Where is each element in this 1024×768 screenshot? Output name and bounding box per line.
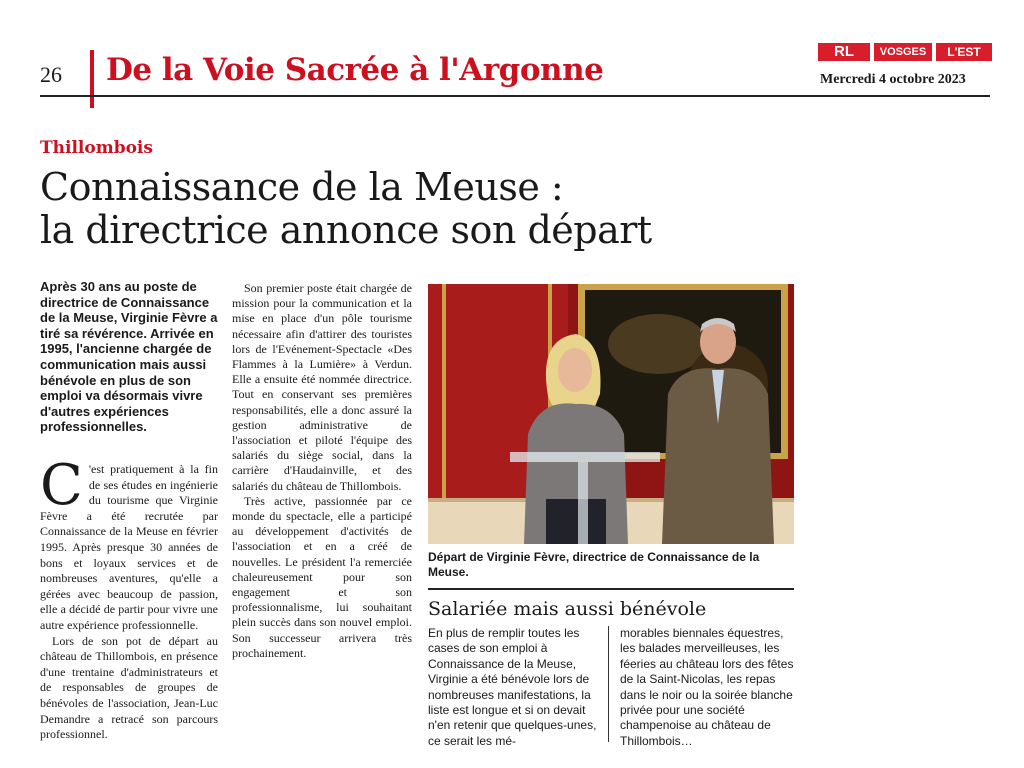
vosges-matin-logo: VOSGES (874, 43, 932, 61)
sidebar-rule (428, 588, 794, 590)
section-title: De la Voie Sacrée à l'Argonne (106, 52, 604, 88)
newspaper-logos (818, 43, 992, 61)
header-accent-bar (90, 50, 94, 108)
article-column-1 (40, 453, 218, 743)
sidebar-column-2: morables biennales équestres, les balades merveilleuses, les féeries au château lors des fêtes de la Saint-Nicolas, les repas dans le noir ou la soirée blanche privée pour une société champenoise au château de Thillombois… (620, 626, 794, 748)
sidebar-title: Salariée mais aussi bénévole (428, 598, 707, 620)
article-paragraph-4: Très active, passionnée par ce monde du spectacle, elle a participé au développement d'activités de l'association et en a créé de nouvelles. Le président l'a remerciée chaleureusement pour son engagement et son professionnalisme, lui souhaitant plein succès dans son nouvel emploi. Son successeur arrivera très prochainement. (232, 493, 412, 660)
article-paragraph-3: Son premier poste était chargée de mission pour la communication et la mise en place d'un pôle tourisme nécessaire afin d'attirer des touristes lors de l'Evénement-Spectacle «Des Flammes à la Lumière» à Verdun. Elle a ensuite été nommée directrice. Tout en conservant ses premières responsabilités, elle a donc assuré la gestion administrative de l'association et piloté l'équipe des salariés du siège social, dans la carrière d'Haudainville, et des salariés du château de Thillombois. (232, 281, 412, 493)
sidebar-column-separator (608, 626, 609, 742)
rl-logo: RL (818, 43, 870, 61)
article-lead: Après 30 ans au poste de directrice de Connaissance de la Meuse, Virginie Fèvre a tiré sa révérence. Arrivée en 1995, l'ancienne chargée de communication mais aussi bénévole en plus de son emploi va désormais vivre d'autres expériences professionnelles. (40, 279, 218, 435)
article-headline (40, 166, 780, 252)
issue-date: Mercredi 4 octobre 2023 (820, 72, 966, 87)
article-paragraph-1: 'est pratiquement à la fin de ses études en ingénierie du tourisme que Virginie Fèvre a été recrutée par Connaissance de la Meuse en février 1995. Après presque 30 années de bons et loyaux services et de nombreuses aventures, qu'elle a gérées avec beaucoup de passion, elle a décidé de partir pour vivre une autre expérience professionnelle. (40, 462, 218, 632)
photo-caption: Départ de Virginie Fèvre, directrice de Connaissance de la Meuse. (428, 550, 760, 579)
page-number: 26 (40, 62, 62, 87)
article-kicker: Thillombois (40, 138, 153, 158)
article-column-2 (232, 281, 412, 661)
headline-line-1: Connaissance de la Meuse : (40, 165, 564, 209)
drop-cap: C (40, 453, 83, 518)
lest-republicain-logo: L'EST (936, 43, 992, 61)
article-photo (428, 284, 794, 544)
headline-line-2: la directrice annonce son départ (40, 208, 652, 252)
article-paragraph-2: Lors de son pot de départ au château de Thillombois, en présence d'une trentaine d'administrateurs et de responsables de groupes de bénévoles de l'association, Jean-Luc Demandre a retracé son parcours professionnel. (40, 633, 218, 742)
header-rule (40, 95, 990, 97)
sidebar-column-1: En plus de remplir toutes les cases de son emploi à Connaissance de la Meuse, Virginie a été bénévole lors de nombreuses manifestations, la liste est longue et si on devait n'en retenir que quelques-unes, ce serait les mé- (428, 626, 597, 748)
photo-illustration (428, 284, 794, 544)
